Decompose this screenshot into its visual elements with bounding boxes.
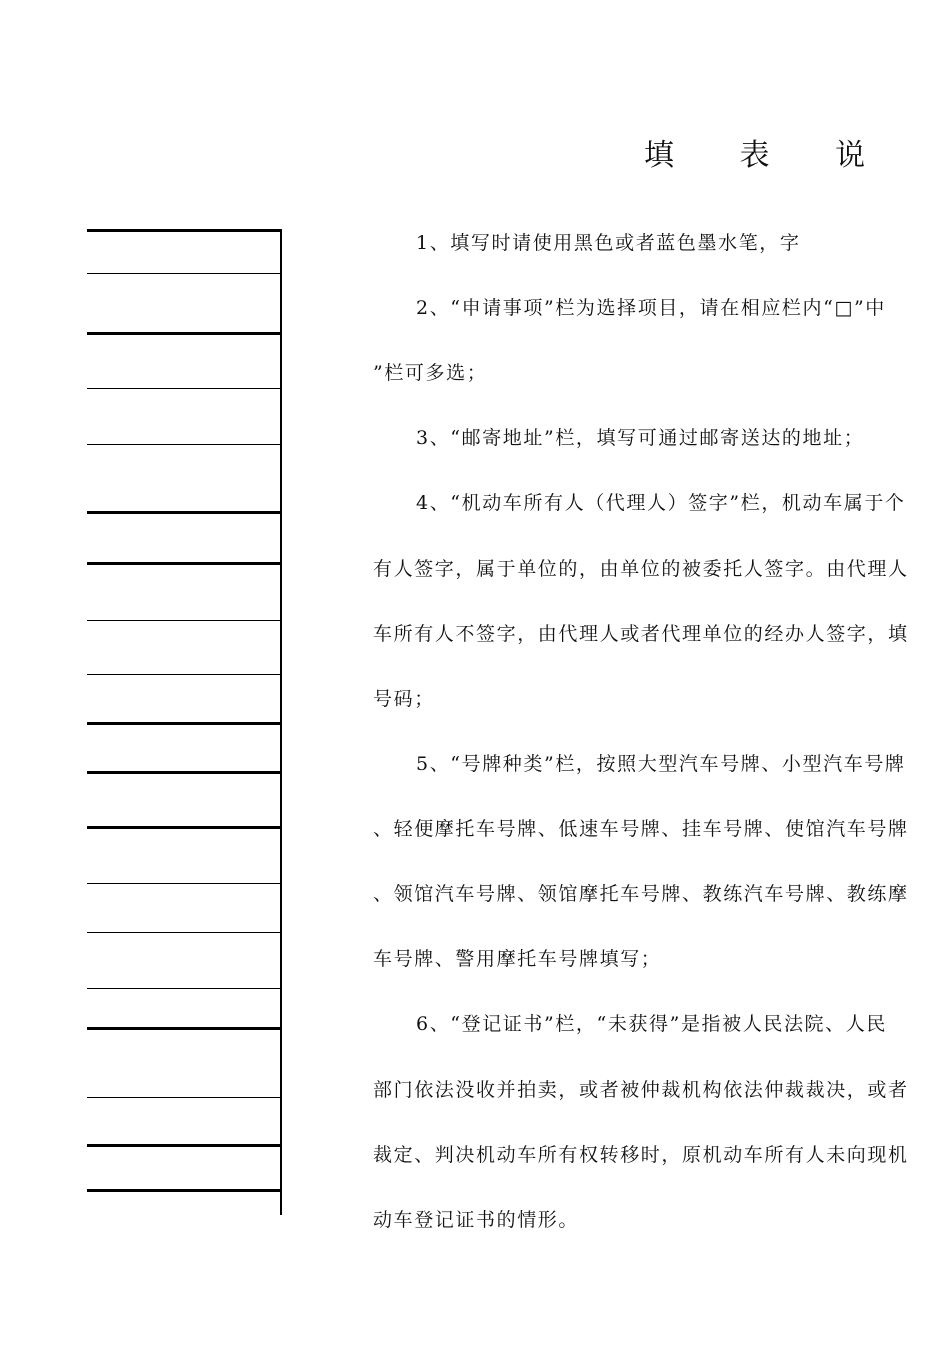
instruction-line: 1、填写时请使用黑色或者蓝色墨水笔，字	[416, 232, 801, 254]
instruction-line: 号码；	[373, 688, 435, 710]
instruction-line: 3、“邮寄地址”栏，填写可通过邮寄送达的地址；	[416, 427, 865, 449]
instruction-line: ”栏可多选；	[373, 362, 488, 384]
instruction-line: 车所有人不签字，由代理人或者代理单位的经办人签字，填	[373, 623, 909, 645]
instruction-line: 部门依法没收并拍卖，或者被仲裁机构依法仲裁裁决，或者	[373, 1079, 909, 1101]
instruction-line: 裁定、判决机动车所有权转移时，原机动车所有人未向现机	[373, 1144, 909, 1166]
instruction-line: 车号牌、警用摩托车号牌填写；	[373, 948, 662, 970]
instruction-line: 、领馆汽车号牌、领馆摩托车号牌、教练汽车号牌、教练摩	[373, 883, 909, 905]
instruction-line: 、轻便摩托车号牌、低速车号牌、挂车号牌、使馆汽车号牌	[373, 818, 909, 840]
instruction-line: 2、“申请事项”栏为选择项目，请在相应栏内“□”中	[416, 297, 886, 319]
page-title: 填 表 说	[644, 138, 894, 173]
instruction-line: 有人签字，属于单位的，由单位的被委托人签字。由代理人	[373, 558, 909, 580]
instruction-line: 5、“号牌种类”栏，按照大型汽车号牌、小型汽车号牌	[416, 753, 906, 775]
instruction-line: 6、“登记证书”栏，“未获得”是指被人民法院、人民	[416, 1013, 887, 1035]
instruction-line: 动车登记证书的情形。	[373, 1209, 580, 1231]
instruction-line: 4、“机动车所有人（代理人）签字”栏，机动车属于个	[416, 492, 906, 514]
